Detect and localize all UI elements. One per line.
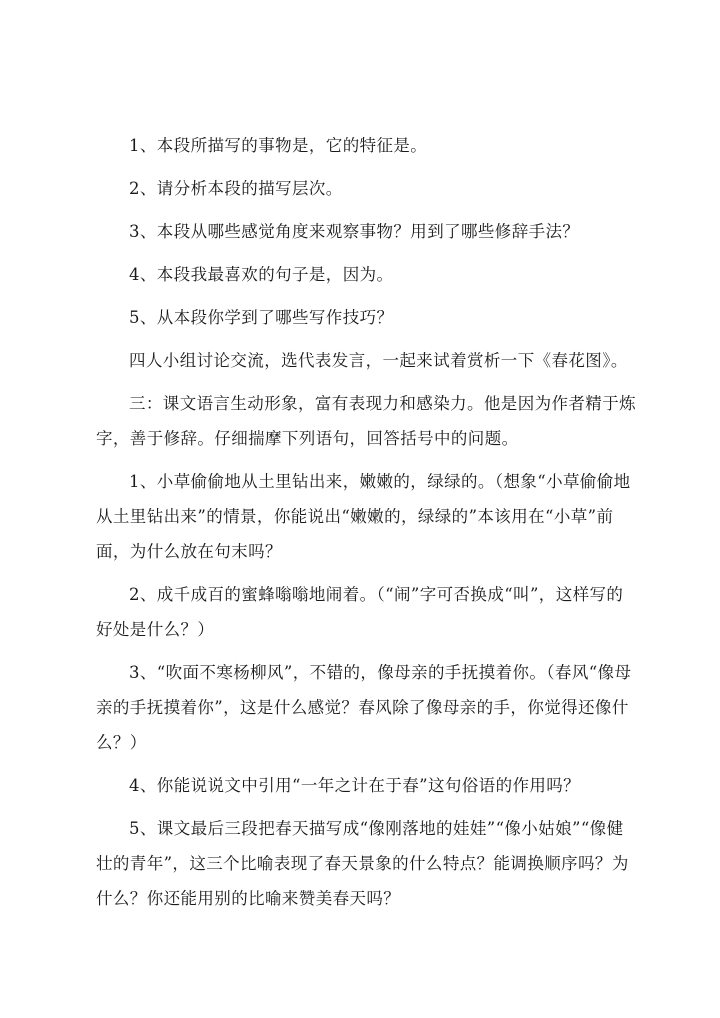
question-5: 5、从本段你学到了哪些写作技巧？ [129, 308, 394, 327]
question-4: 4、本段我最喜欢的句子是，因为。 [129, 265, 394, 284]
group-discussion-paragraph: 四人小组讨论交流，选代表发言，一起来试着赏析一下《春花图》。 [129, 351, 628, 370]
language-question-1: 1、小草偷偷地从土里钻出来，嫩嫩的，绿绿的。（想象“小草偷偷地从土里钻出来”的情景，你能说出“嫩嫩的，绿绿的”本该用在“小草”前面，为什么放在句末吗？ [96, 472, 631, 561]
language-question-2: 2、成千成百的蜜蜂嗡嗡地闹着。（“闹”字可否换成“叫”，这样写的好处是什么？） [96, 585, 624, 639]
question-2: 2、请分析本段的描写层次。 [129, 179, 343, 198]
document-body [96, 128, 636, 924]
language-question-5: 5、课文最后三段把春天描写成“像刚落地的娃娃”“像小姑娘”“像健壮的青年”，这三个比喻表现了春天景象的什么特点？能调换顺序吗？为什么？你还能用别的比喻来赞美春天吗？ [96, 819, 629, 908]
question-3: 3、本段从哪些感觉角度来观察事物？用到了哪些修辞手法？ [129, 222, 580, 241]
language-question-4: 4、你能说说文中引用“一年之计在于春”这句俗语的作用吗？ [129, 776, 581, 795]
language-question-3: 3、“吹面不寒杨柳风”，不错的，像母亲的手抚摸着你。（春风“像母亲的手抚摸着你”，这是什么感觉？春风除了像母亲的手，你觉得还像什么？） [96, 663, 632, 752]
question-1: 1、本段所描写的事物是，它的特征是。 [129, 136, 428, 155]
section-three-intro: 三：课文语言生动形象，富有表现力和感染力。他是因为作者精于炼字，善于修辞。仔细揣摩下列语句，回答括号中的问题。 [96, 394, 636, 448]
